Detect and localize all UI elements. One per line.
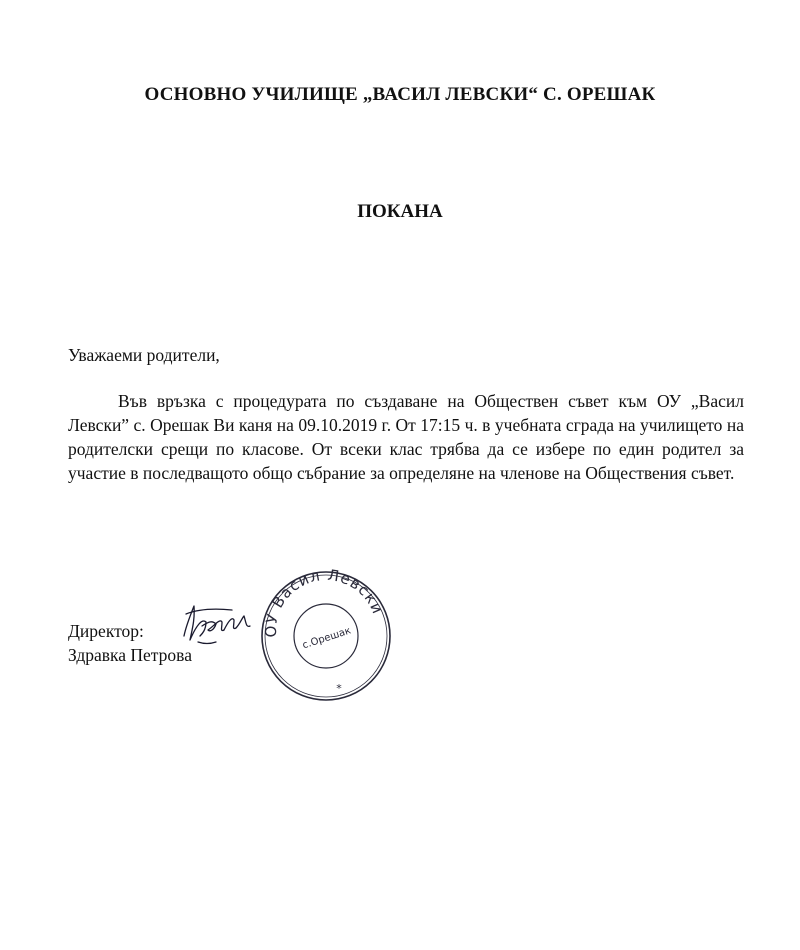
- stamp-inner-text: с.Орешак: [301, 625, 353, 652]
- school-stamp: [258, 568, 394, 704]
- director-name: Здравка Петрова: [68, 645, 192, 665]
- director-label: Директор:: [68, 621, 144, 641]
- svg-text:*: *: [336, 682, 342, 695]
- school-title: ОСНОВНО УЧИЛИЩЕ „ВАСИЛ ЛЕВСКИ“ С. ОРЕШАК: [144, 84, 656, 105]
- svg-text:ОУ Васил Левски: [262, 568, 387, 638]
- salutation: Уважаеми родители,: [68, 345, 220, 365]
- stamp-outer-text: ОУ Васил Левски: [261, 568, 387, 638]
- invitation-body: Във връзка с процедурата по създаване на Обществен съвет към ОУ „Васил Левски” с. Орешак Ви каня на 09.10.2019 г. От 17:15 ч. в учебната сграда на училището на родителски срещи по класове. От всеки клас трябва да се избере по един родител за участие в последващото общо събрание за определяне на членове на Обществения съвет.: [68, 391, 744, 483]
- document-title: ПОКАНА: [357, 201, 443, 222]
